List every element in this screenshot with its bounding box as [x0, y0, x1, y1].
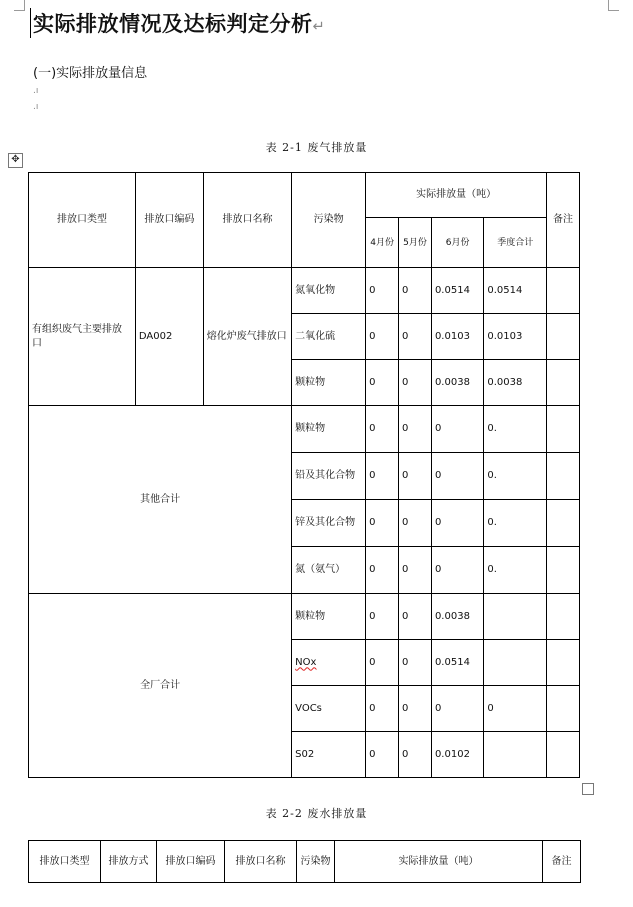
pollutant-cell[interactable]: VOCs	[292, 686, 366, 732]
section-text: (一)实际排放量信息	[33, 66, 148, 81]
pollutant-cell[interactable]: S02	[292, 732, 366, 778]
outlet-name-cell[interactable]: 熔化炉废气排放口	[203, 268, 291, 406]
pollutant-cell[interactable]: 铅及其化合物	[292, 453, 366, 500]
table2-caption: 表 2-2 废水排放量	[265, 807, 368, 820]
value-cell[interactable]: 0	[399, 732, 432, 778]
value-cell[interactable]: 0	[366, 732, 399, 778]
table1-caption: 表 2-1 废气排放量	[265, 141, 368, 154]
header-month-5: 5月份	[399, 218, 432, 268]
value-cell[interactable]	[484, 732, 547, 778]
header-quarter-total: 季度合计	[484, 218, 547, 268]
outlet-type-cell[interactable]: 有组织废气主要排放口	[29, 268, 136, 406]
note-cell[interactable]	[547, 732, 580, 778]
value-cell[interactable]: 0	[366, 268, 399, 314]
paragraph-mark-icon: .ı	[33, 86, 39, 96]
header-outlet-name: 排放口名称	[203, 173, 291, 268]
value-cell[interactable]: 0.0103	[431, 314, 483, 360]
pollutant-cell[interactable]	[292, 640, 366, 686]
value-cell[interactable]: 0.0514	[431, 268, 483, 314]
section-heading[interactable]	[33, 62, 147, 81]
pollutant-cell[interactable]: 氮氧化物	[292, 268, 366, 314]
pollutant-cell[interactable]: 颗粒物	[292, 360, 366, 406]
value-cell[interactable]: 0	[366, 360, 399, 406]
header-discharge-method: 排放方式	[101, 841, 157, 883]
plant-total-label[interactable]: 全厂合计	[29, 594, 292, 778]
header-outlet-type: 排放口类型	[29, 173, 136, 268]
value-cell[interactable]: 0	[399, 453, 432, 500]
note-cell[interactable]	[547, 406, 580, 453]
header-outlet-code: 排放口编码	[157, 841, 225, 883]
note-cell[interactable]	[547, 360, 580, 406]
header-pollutant: 污染物	[292, 173, 366, 268]
page-title[interactable]	[30, 8, 325, 38]
note-cell[interactable]	[547, 268, 580, 314]
value-cell[interactable]: 0.0103	[484, 314, 547, 360]
value-cell[interactable]: 0	[399, 314, 432, 360]
exhaust-emission-table	[28, 172, 580, 778]
outlet-code-cell[interactable]: DA002	[135, 268, 203, 406]
pollutant-cell[interactable]: 二氧化硫	[292, 314, 366, 360]
paragraph-mark-icon: ↵	[312, 18, 326, 35]
header-month-6: 6月份	[431, 218, 483, 268]
value-cell[interactable]: 0	[484, 686, 547, 732]
header-actual-emission: 实际排放量（吨）	[335, 841, 543, 883]
pollutant-cell[interactable]: 颗粒物	[292, 406, 366, 453]
value-cell[interactable]: 0	[431, 453, 483, 500]
value-cell[interactable]: 0.0514	[484, 268, 547, 314]
value-cell[interactable]: 0	[366, 500, 399, 547]
value-cell[interactable]: 0	[431, 547, 483, 594]
value-cell[interactable]: 0	[366, 594, 399, 640]
header-outlet-name: 排放口名称	[225, 841, 297, 883]
value-cell[interactable]	[484, 594, 547, 640]
value-cell[interactable]: 0	[399, 686, 432, 732]
wastewater-emission-table	[28, 840, 581, 883]
value-cell[interactable]: 0	[366, 686, 399, 732]
value-cell[interactable]: 0	[431, 500, 483, 547]
value-cell[interactable]: 0	[366, 453, 399, 500]
paragraph-mark-icon: .ı	[33, 102, 39, 112]
value-cell[interactable]	[484, 640, 547, 686]
title-text: 实际排放情况及达标判定分析	[33, 12, 313, 36]
page-corner-mark	[608, 0, 619, 11]
header-note: 备注	[547, 173, 580, 268]
value-cell[interactable]: 0	[431, 686, 483, 732]
note-cell[interactable]	[547, 314, 580, 360]
header-actual-emission: 实际排放量（吨）	[366, 173, 547, 218]
value-cell[interactable]: 0	[399, 640, 432, 686]
value-cell[interactable]: 0	[366, 314, 399, 360]
value-cell[interactable]: 0.0038	[484, 360, 547, 406]
value-cell[interactable]: 0	[399, 268, 432, 314]
value-cell[interactable]: 0	[399, 406, 432, 453]
value-cell[interactable]: 0.0038	[431, 594, 483, 640]
value-cell[interactable]: 0	[399, 547, 432, 594]
page-corner-mark	[14, 0, 25, 11]
value-cell[interactable]: 0.	[484, 500, 547, 547]
value-cell[interactable]: 0	[399, 360, 432, 406]
value-cell[interactable]: 0.	[484, 453, 547, 500]
pollutant-cell[interactable]: 颗粒物	[292, 594, 366, 640]
note-cell[interactable]	[547, 686, 580, 732]
value-cell[interactable]: 0	[399, 500, 432, 547]
header-month-4: 4月份	[366, 218, 399, 268]
value-cell[interactable]: 0.0102	[431, 732, 483, 778]
value-cell[interactable]: 0.	[484, 406, 547, 453]
header-outlet-code: 排放口编码	[135, 173, 203, 268]
note-cell[interactable]	[547, 640, 580, 686]
header-note: 备注	[543, 841, 581, 883]
note-cell[interactable]	[547, 547, 580, 594]
value-cell[interactable]: 0	[431, 406, 483, 453]
note-cell[interactable]	[547, 453, 580, 500]
value-cell[interactable]: 0	[366, 547, 399, 594]
other-total-label[interactable]: 其他合计	[29, 406, 292, 594]
header-outlet-type: 排放口类型	[29, 841, 101, 883]
header-pollutant: 污染物	[297, 841, 335, 883]
spellcheck-text: NOx	[295, 656, 317, 668]
table-move-icon[interactable]: ✥	[8, 153, 23, 168]
table-resize-handle[interactable]	[582, 783, 594, 795]
value-cell[interactable]: 0.0038	[431, 360, 483, 406]
value-cell[interactable]: 0	[366, 640, 399, 686]
pollutant-cell[interactable]: 氮（氨气）	[292, 547, 366, 594]
note-cell[interactable]	[547, 500, 580, 547]
value-cell[interactable]: 0	[399, 594, 432, 640]
note-cell[interactable]	[547, 594, 580, 640]
value-cell[interactable]: 0	[366, 406, 399, 453]
pollutant-cell[interactable]: 锌及其化合物	[292, 500, 366, 547]
value-cell[interactable]: 0.0514	[431, 640, 483, 686]
value-cell[interactable]: 0.	[484, 547, 547, 594]
